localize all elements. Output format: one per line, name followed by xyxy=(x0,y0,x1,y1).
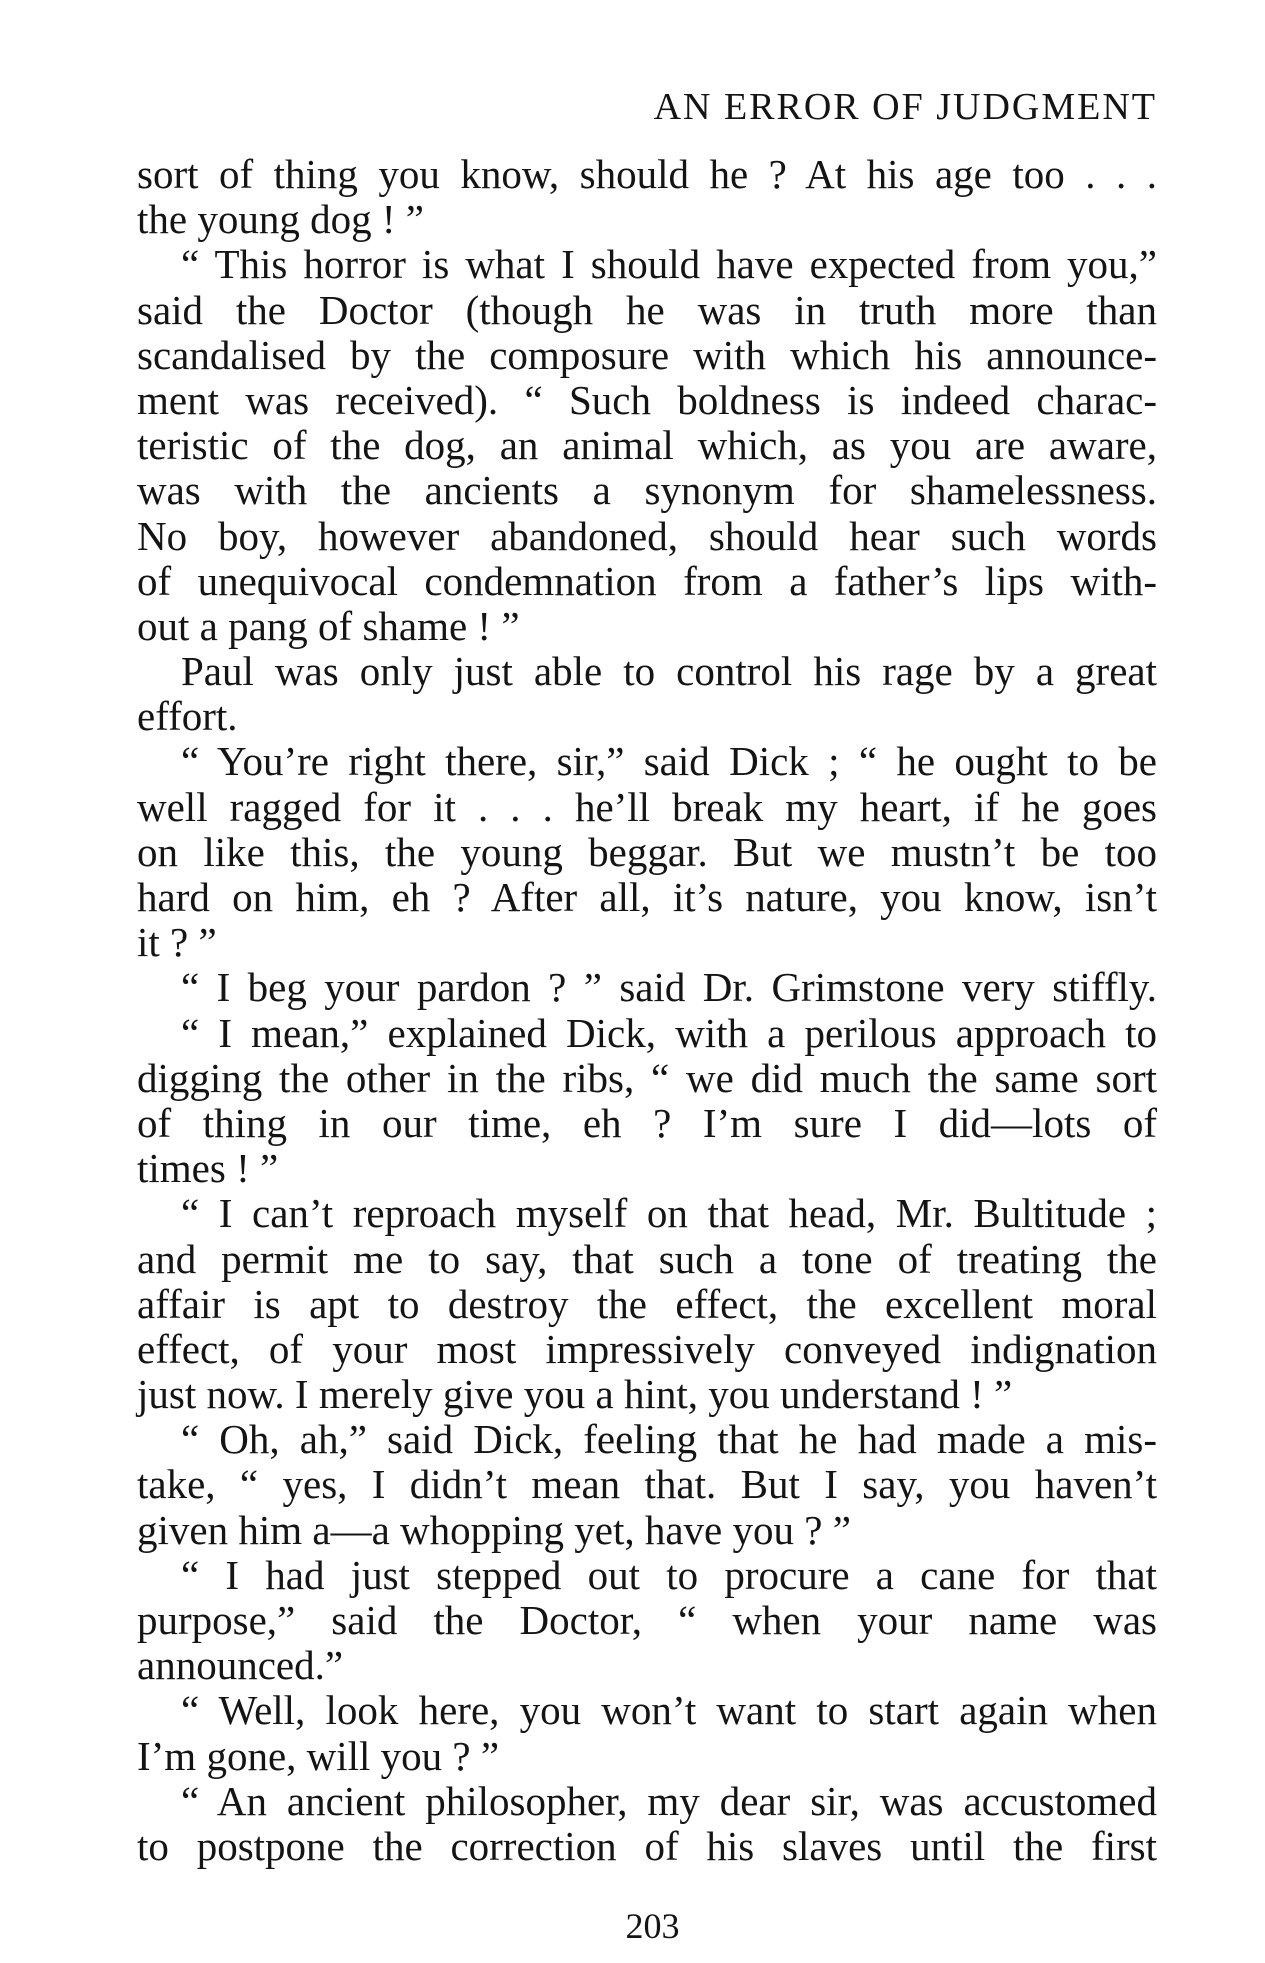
text-line: ment was received). “ Such boldness is indeed charac- xyxy=(137,376,1157,423)
text-line: “ You’re right there, sir,” said Dick ; “ he ought to be xyxy=(181,738,1157,785)
text-line: “ An ancient philosopher, my dear sir, was accustomed xyxy=(181,1777,1157,1824)
text-line: times ! ” xyxy=(137,1145,279,1192)
text-line: well ragged for it . . . he’ll break my heart, if he goes xyxy=(137,783,1157,830)
text-line: the young dog ! ” xyxy=(137,196,424,243)
text-line: it ? ” xyxy=(137,919,217,966)
text-line: given him a—a whopping yet, have you ? ” xyxy=(137,1506,851,1553)
text-line: was with the ancients a synonym for shamelessness. xyxy=(137,467,1157,514)
text-line: “ I can’t reproach myself on that head, Mr. Bultitude ; xyxy=(181,1190,1157,1237)
text-line: affair is apt to destroy the effect, the excellent moral xyxy=(137,1280,1157,1327)
page-number: 203 xyxy=(625,1906,680,1946)
text-line: to postpone the correction of his slaves until the first xyxy=(137,1822,1157,1869)
text-line: just now. I merely give you a hint, you understand ! ” xyxy=(137,1371,1013,1418)
text-line: effort. xyxy=(137,693,238,740)
body-text xyxy=(137,152,1157,1869)
text-line: Paul was only just able to control his rage by a great xyxy=(181,648,1157,695)
text-line: “ Oh, ah,” said Dick, feeling that he had made a mis- xyxy=(181,1416,1157,1463)
text-line: “ I had just stepped out to procure a cane for that xyxy=(181,1551,1157,1598)
text-line: scandalised by the composure with which his announce- xyxy=(137,331,1157,378)
text-line: “ Well, look here, you won’t want to start again when xyxy=(181,1687,1157,1734)
text-line: I’m gone, will you ? ” xyxy=(137,1732,500,1779)
text-line: effect, of your most impressively conveyed indignation xyxy=(137,1325,1157,1372)
running-head: AN ERROR OF JUDGMENT xyxy=(653,86,1157,128)
text-line: hard on him, eh ? After all, it’s nature, you know, isn’t xyxy=(137,874,1157,920)
text-line: digging the other in the ribs, “ we did much the same sort xyxy=(137,1054,1157,1101)
text-line: “ I beg your pardon ? ” said Dr. Grimstone very stiffly. xyxy=(181,964,1157,1011)
text-line: out a pang of shame ! ” xyxy=(137,602,520,649)
text-line: teristic of the dog, an animal which, as you are aware, xyxy=(137,422,1157,469)
text-line: of thing in our time, eh ? I’m sure I did—lots of xyxy=(137,1099,1157,1146)
text-line: sort of thing you know, should he ? At his age too . . . xyxy=(137,151,1157,197)
text-line: purpose,” said the Doctor, “ when your name was xyxy=(137,1597,1157,1643)
text-line: announced.” xyxy=(137,1642,344,1689)
text-line: No boy, however abandoned, should hear such words xyxy=(137,512,1157,559)
text-line: said the Doctor (though he was in truth more than xyxy=(137,286,1157,333)
text-line: of unequivocal condemnation from a father’s lips with- xyxy=(137,557,1157,604)
text-line: on like this, the young beggar. But we mustn’t be too xyxy=(137,828,1157,875)
text-line: take, “ yes, I didn’t mean that. But I say, you haven’t xyxy=(137,1461,1157,1508)
text-line: and permit me to say, that such a tone of treating the xyxy=(137,1235,1157,1282)
text-line: “ This horror is what I should have expected from you,” xyxy=(181,241,1157,288)
text-line: “ I mean,” explained Dick, with a perilous approach to xyxy=(181,1009,1157,1056)
